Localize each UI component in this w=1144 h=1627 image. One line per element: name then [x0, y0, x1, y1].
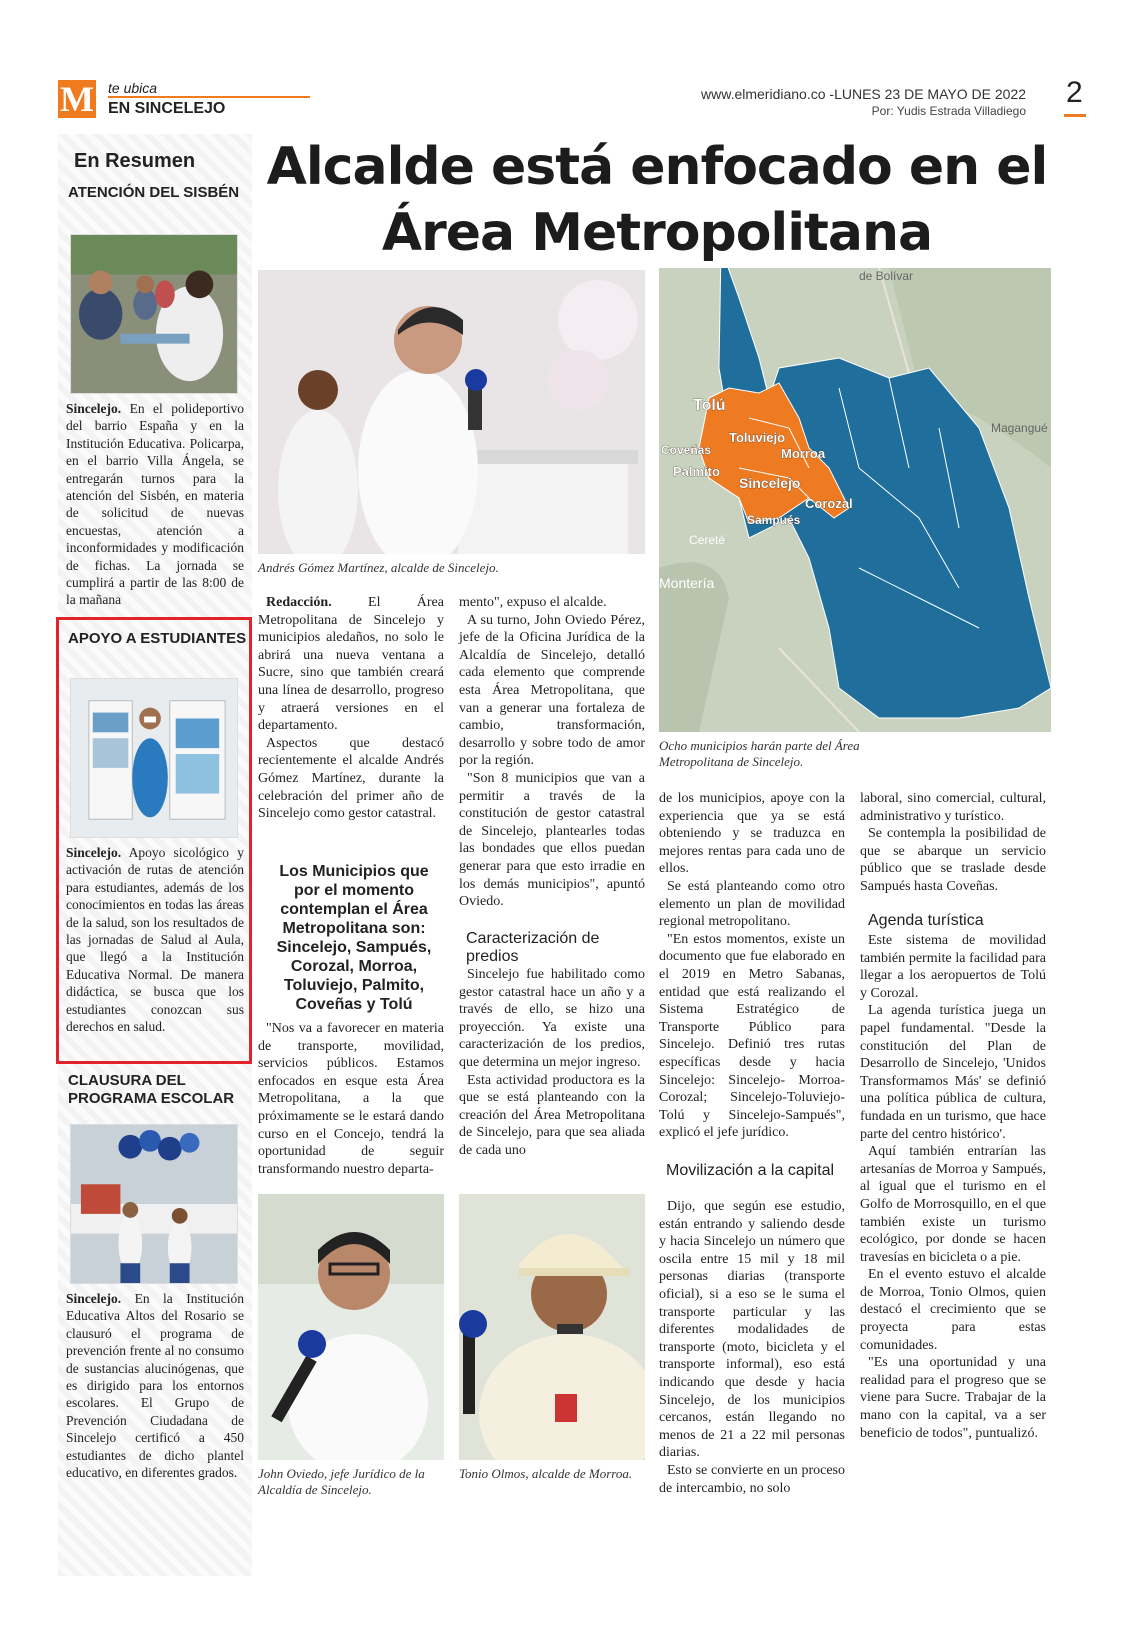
paragraph: Esto se convierte en un proceso de intercambio, no solo [659, 1462, 845, 1496]
map-label: Toluviejo [729, 430, 786, 445]
sidebar-item-body: En la Institución Educativa Altos del Rosario se clausuró el programa de prevención frente al no consumo de sustancias alucinógenas, que es dirigido para los entornos escolares. El Grupo de Prevención Ciudadana de Sincelejo certificó a 450 estudiantes de dicho plantel educativo, en diferentes grados. [66, 1291, 244, 1481]
paragraph: El Área Metropolitana de Sincelejo y municipios aledaños, no solo le abrirá una nueva ventana a Sucre, sino que también creará una línea de desarrollo, progreso y atraerá versiones en el departamento. [258, 595, 444, 734]
article-column-3 [659, 790, 845, 1142]
article-column-1-cont [258, 1020, 444, 1178]
paragraph: Sincelejo fue habilitado como gestor catastral hace un año y a través de ello, se hizo una proyección. Ya existe una caracterización de los predios, que determina un mejor ingreso. [459, 967, 645, 1070]
paragraph: mento", expuso el alcalde. [459, 595, 607, 610]
article-column-4-cont [860, 932, 1046, 1442]
article-headline: Alcalde está enfocado en el Área Metropolitana [266, 137, 1048, 263]
page-number: 2 [1066, 76, 1083, 109]
lead-word: Sincelejo. [66, 1291, 122, 1306]
sisben-photo [70, 234, 238, 394]
olmos-caption: Tonio Olmos, alcalde de Morroa. [459, 1466, 633, 1481]
paragraph: Se contempla la posibilidad de que se abarque un servicio público que se traslade desde Sampués hasta Coveñas. [860, 826, 1046, 894]
paragraph: "Es una oportunidad y una realidad para el progreso que se viene para Sucre. Trabajar de la mano con la capital, va a ser beneficio de todos", puntualizó. [860, 1355, 1046, 1441]
paragraph: de los municipios, apoye con la experiencia que ya se está obteniendo y se traduzca en mejores rentas para cada uno de ellos. [659, 791, 845, 877]
logo-tagline: te ubica [108, 80, 158, 96]
school-closing-photo [70, 1124, 238, 1284]
oviedo-photo [258, 1194, 444, 1460]
map-label: Tolú [693, 397, 726, 414]
map-caption: Ocho municipios harán parte del Área Metropolitana de Sincelejo. [659, 738, 860, 769]
article-column-2-cont [459, 966, 645, 1160]
lead-word: Sincelejo. [66, 845, 122, 860]
map-label: Morroa [781, 446, 826, 461]
sidebar-item-body: Apoyo sicológico y activación de rutas de atención para estudiantes, además de los conocimientos en todas las áreas de la salud, son los resultados de las jornadas de Salud al Aula, que llegó a la Institución Educativa Normal. De manera didáctica, se busca que los estudiantes conozcan sus derechos en salud. [66, 845, 244, 1035]
sidebar-item-body: En el polideportivo del barrio España y en la Institución Educativa. Policarpa, en el barrio Villa Ángela, se entregarán turnos para la atención del Sisbén, en materia de solicitud de nuevas encuestas, atención a inconformidades y modificación de fichas. La jornada se cumplirá a partir de las 8:00 de la mañana [66, 401, 244, 608]
map-label: Cereté [689, 533, 726, 547]
oviedo-caption: John Oviedo, jefe Jurídico de la Alcaldía de Sincelejo. [258, 1466, 425, 1497]
metropolitan-area-map [659, 268, 1051, 732]
students-photo [70, 678, 238, 838]
sidebar-item-text [66, 844, 244, 1035]
paragraph: "Nos va a favorecer en materia de transporte, movilidad, servicios públicos. Estamos enfocados en esque esta Área Metropolitana, a la que próximamente se le estará dando curso en el Concejo, tendrá la oportunidad de seguir transformando nuestro departa- [258, 1021, 444, 1177]
map-label: Montería [659, 575, 715, 591]
paragraph: "En estos momentos, existe un documento que fue elaborado en el 2019 en Metro Sabanas, entidad que está realizando el Sistema Estratégico de Transporte Público para Sincelejo. Definió tres rutas específicas desde y hacia Sincelejo: Sincelejo- Morroa- Corozal; Sincelejo-Toluviejo-Tolú y Sincelejo-Sampués", explicó el jefe jurídico. [659, 931, 845, 1141]
paragraph: Esta actividad productora es la que se está planteando con la creación del Área Metropolitana de Sincelejo, para que sea aliada de cada uno [459, 1072, 645, 1158]
map-label: Magangué [991, 421, 1048, 435]
sidebar-item-text [66, 400, 244, 609]
article-column-1 [258, 594, 444, 823]
mayor-photo [258, 270, 645, 554]
sidebar-item-title: APOYO A ESTUDIANTES [68, 630, 247, 647]
paragraph: Aquí también entrarían las artesanías de Morroa y Sampués, al igual que el turismo en el Golfo de Morrosquillo, en el que también existe un turismo ecológico, por donde se hacen travesías en bicicleta o a pie. [860, 1144, 1046, 1265]
section-name: EN SINCELEJO [108, 100, 226, 117]
byline: Por: Yudis Estrada Villadiego [871, 104, 1026, 118]
sidebar-item-title: CLAUSURA DEL PROGRAMA ESCOLAR [68, 1072, 235, 1107]
article-column-4 [860, 790, 1046, 896]
header-divider [108, 96, 310, 98]
sidebar-item-text [66, 1290, 244, 1481]
sidebar-heading: En Resumen [74, 150, 196, 172]
map-label: Corozal [805, 496, 853, 511]
lead-word: Sincelejo. [66, 401, 122, 416]
municipalities-callout: Los Municipios que por el momento contemplan el Área Metropolitana son: Sincelejo, Sampués, Corozal, Morroa, Toluviejo, Palmito, Coveñas y Tolú [276, 863, 432, 1013]
map-label: Palmito [673, 464, 720, 479]
map-label: de Bolívar [859, 269, 914, 283]
page-number-underline [1064, 114, 1086, 117]
subheading: Caracterización de predios [466, 930, 600, 965]
paragraph: A su turno, John Oviedo Pérez, jefe de la Oficina Jurídica de la Alcaldía de Sincelejo, detalló cada elemento que comprende esta Área Metropolitana, que van a generar una fortaleza de cambio, transformación, desarrollo y sobre todo de amor por la región. [459, 612, 645, 769]
paragraph: laboral, sino comercial, cultural, administrativo y turístico. [860, 791, 1046, 824]
paragraph: Dijo, que según ese estudio, están entrando y saliendo desde y hacia Sincelejo un número que oscila entre 15 mil y 18 mil personas diarias (transporte oficial), si a eso se le suma el transporte particular y las diferentes modalidades de transporte (moto, bicicleta y el transporte informal), eso está indicando que desde y hacia Sincelejo, de los municipios cercanos, están llegando no menos de 21 a 22 mil personas diarias. [659, 1199, 845, 1461]
paragraph: "Son 8 municipios que van a permitir a través de la constitución de gestor catastral de Sincelejo, plantearles todas las bondades que ellos puedan generar para que esto irradie en los demás municipios", apuntó Oviedo. [459, 770, 645, 910]
paragraph: Se está planteando como otro elemento un plan de movilidad regional metropolitano. [659, 878, 845, 930]
paragraph: Aspectos que destacó recientemente el alcalde Andrés Gómez Martínez, durante la celebración del primer año de Sincelejo como gestor catastral. [258, 735, 444, 822]
paragraph: Este sistema de movilidad también permite la facilidad para llegar a los aeropuertos de Tolú y Corozal. [860, 933, 1046, 1001]
main-photo-caption: Andrés Gómez Martínez, alcalde de Sincelejo. [258, 560, 499, 575]
sidebar-item-title: ATENCIÓN DEL SISBÉN [68, 184, 240, 201]
olmos-photo [459, 1194, 645, 1460]
subheading: Agenda turística [868, 912, 984, 929]
map-label: Sincelejo [739, 475, 801, 491]
subheading: Movilización a la capital [666, 1162, 835, 1179]
date-line: www.elmeridiano.co -LUNES 23 DE MAYO DE 2022 [701, 86, 1026, 102]
byline-lead: Redacción. [266, 595, 332, 610]
paragraph: La agenda turística juega un papel fundamental. "Desde la constitución del Plan de Desarrollo de Sincelejo, 'Unidos Transformamos Más' se definió una política pública de cultura, fundada en un turismo, que hace parte del centro histórico'. [860, 1003, 1046, 1142]
article-column-3-cont [659, 1198, 845, 1497]
map-label: Coveñas [661, 443, 712, 457]
newspaper-logo: M [58, 80, 96, 118]
paragraph: En el evento estuvo el alcalde de Morroa, Tonio Olmos, quien destacó el crecimiento que se proyecta para estas comunidades. [860, 1267, 1046, 1353]
map-label: Sampués [747, 513, 801, 527]
article-column-2 [459, 594, 645, 911]
